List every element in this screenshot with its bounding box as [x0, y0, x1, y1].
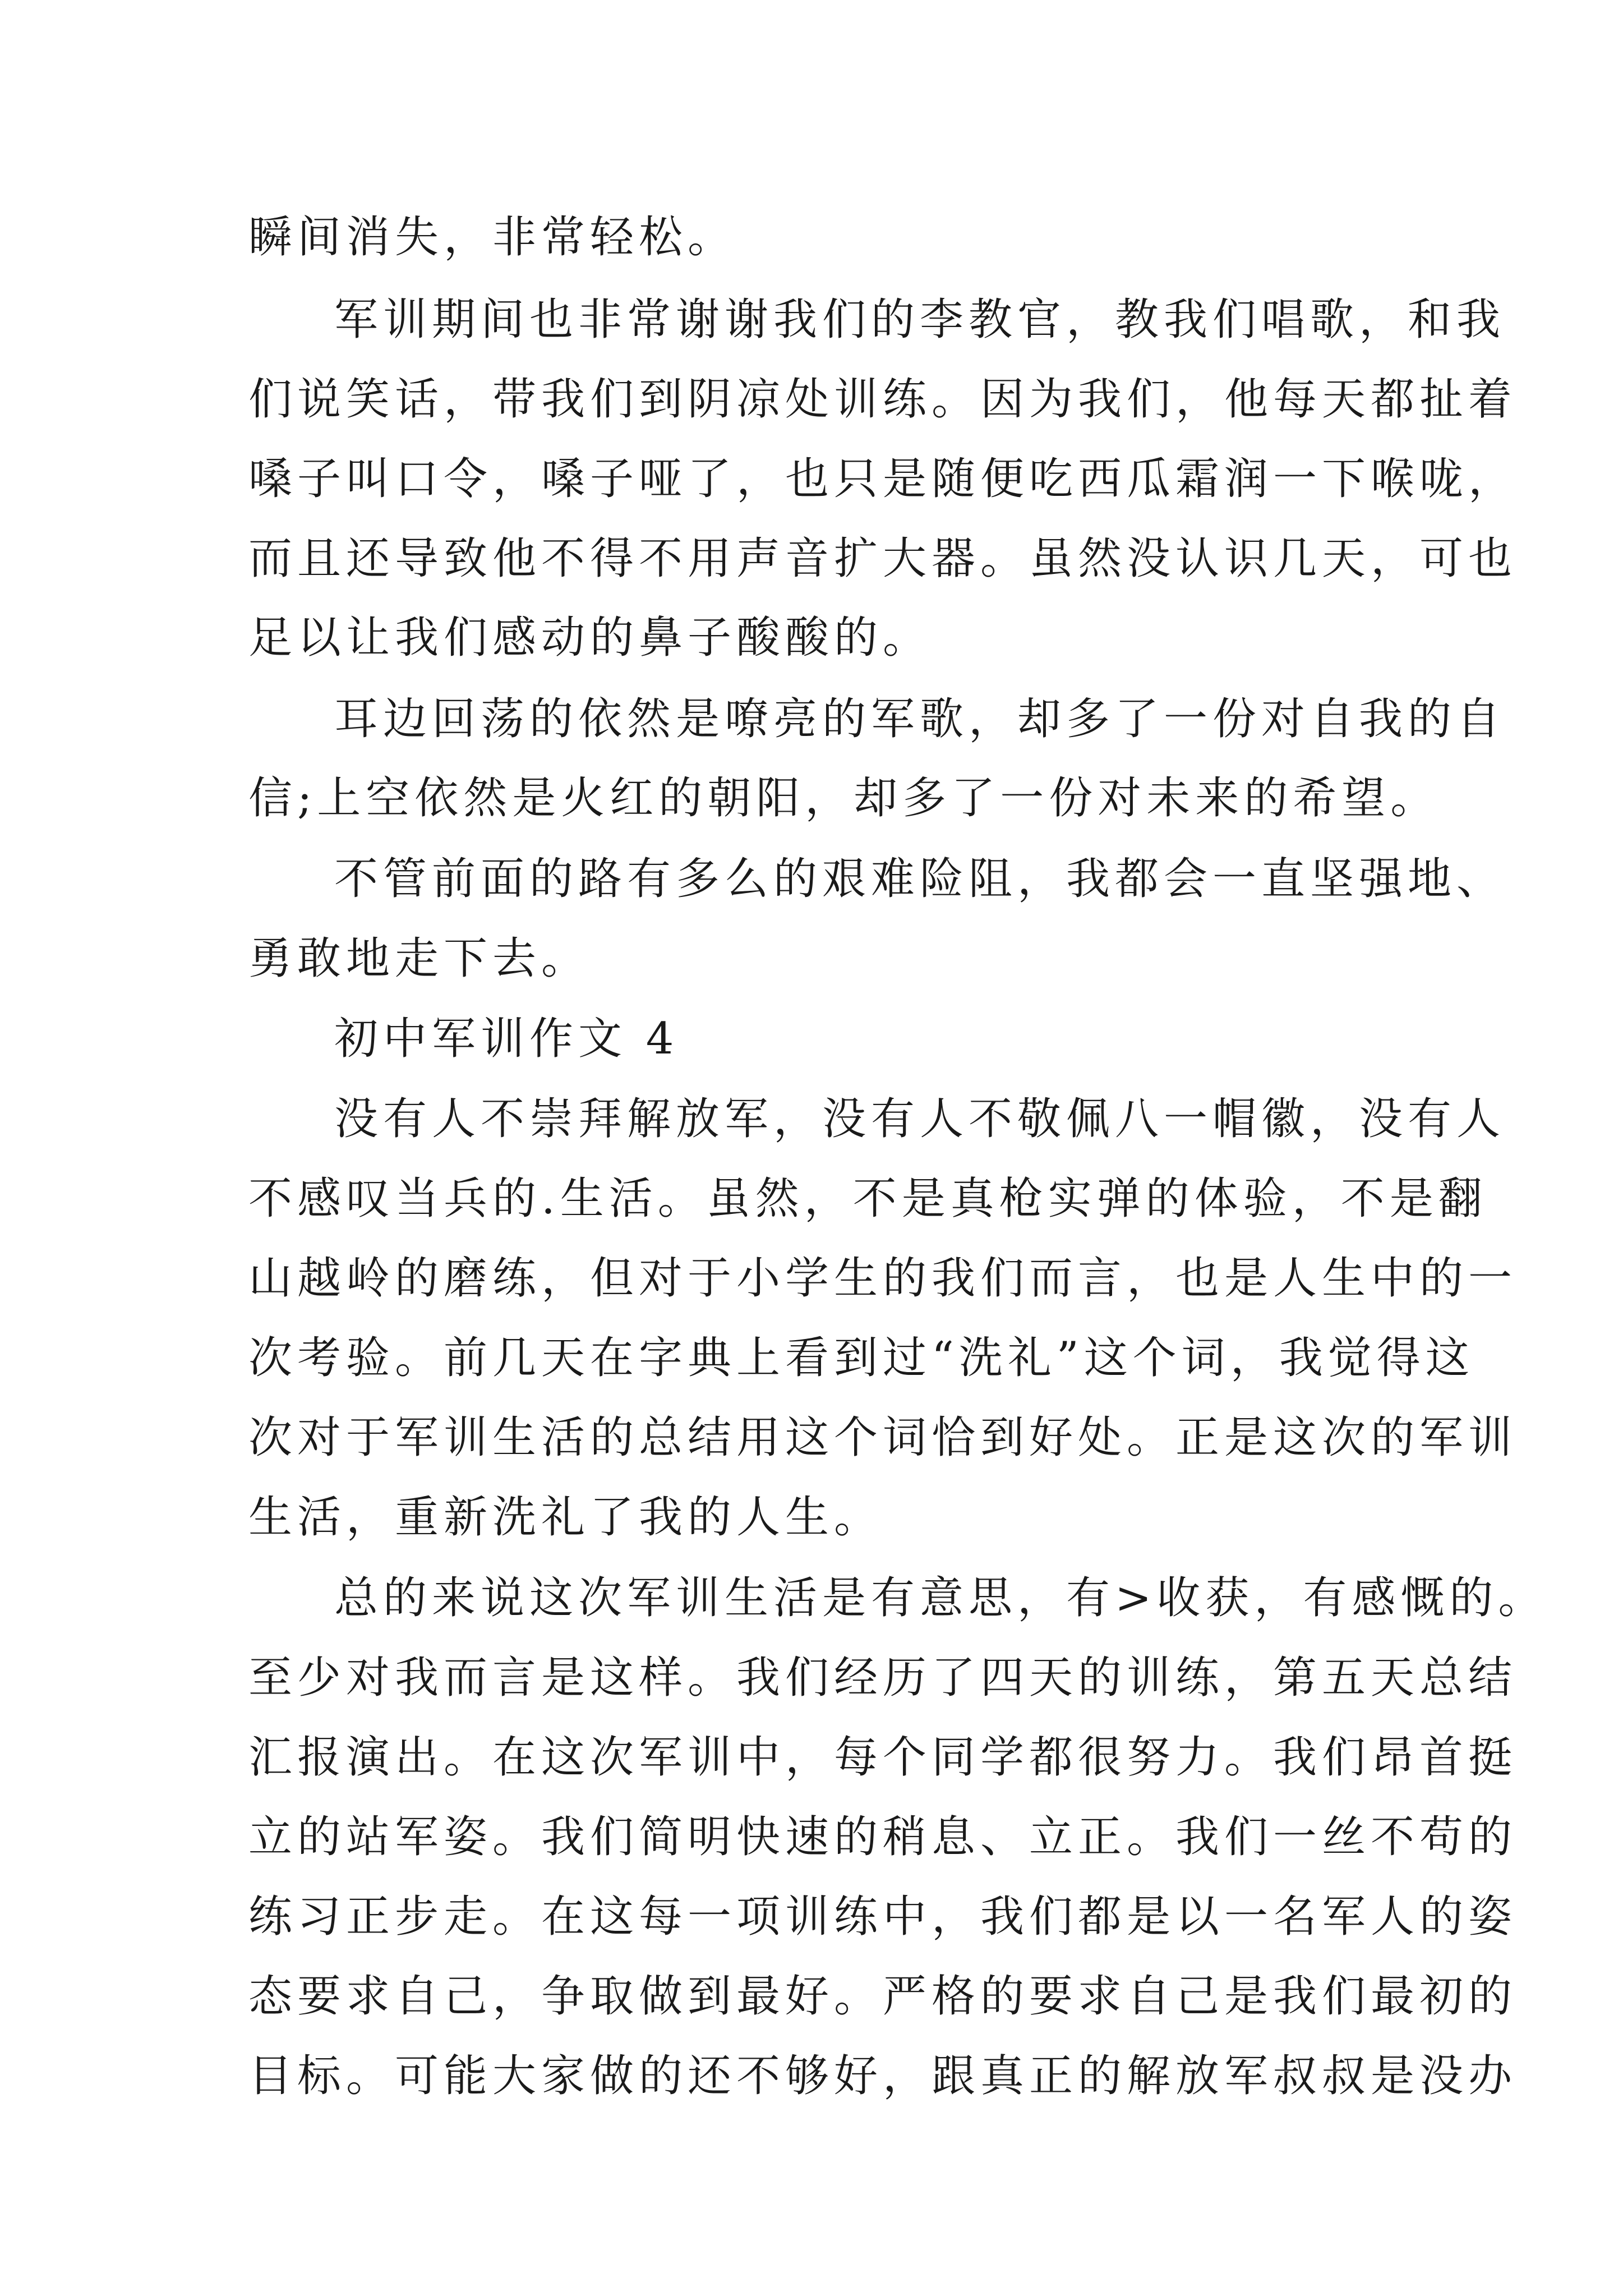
- text-line: 而且还导致他不得不用声音扩大器。虽然没认识几天，可也: [248, 533, 1518, 584]
- text-line: 山越岭的磨练，但对于小学生的我们而言，也是人生中的一: [248, 1253, 1518, 1304]
- paragraph-start-line: 没有人不崇拜解放军，没有人不敬佩八一帽徽，没有人: [334, 1094, 1506, 1144]
- text-line: 立的站军姿。我们简明快速的稍息、立正。我们一丝不苟的: [248, 1812, 1518, 1862]
- text-line: 生活，重新洗礼了我的人生。: [248, 1492, 883, 1543]
- paragraph-start-line: 耳边回荡的依然是嘹亮的军歌，却多了一份对自我的自: [334, 694, 1506, 744]
- text-line: 嗓子叫口令，嗓子哑了，也只是随便吃西瓜霜润一下喉咙，: [248, 454, 1518, 504]
- text-line: 汇报演出。在这次军训中，每个同学都很努力。我们昂首挺: [248, 1732, 1518, 1783]
- text-line: 瞬间消失，非常轻松。: [248, 212, 737, 263]
- paragraph-start-line: 总的来说这次军训生活是有意思，有>收获，有感慨的。: [334, 1573, 1547, 1623]
- text-line: 态要求自己，争取做到最好。严格的要求自己是我们最初的: [248, 1971, 1518, 2022]
- text-line: 勇敢地走下去。: [248, 933, 591, 984]
- text-line: 次考验。前几天在字典上看到过“洗礼”这个词，我觉得这: [248, 1333, 1474, 1383]
- text-line: 足以让我们感动的鼻子酸酸的。: [248, 613, 932, 663]
- paragraph-start-line: 不管前面的路有多么的艰难险阻，我都会一直坚强地、: [334, 854, 1506, 904]
- text-line: 至少对我而言是这样。我们经历了四天的训练，第五天总结: [248, 1653, 1518, 1703]
- text-line: 次对于军训生活的总结用这个词恰到好处。正是这次的军训: [248, 1412, 1518, 1463]
- text-line: 不感叹当兵的.生活。虽然，不是真枪实弹的体验，不是翻: [248, 1174, 1487, 1224]
- text-line: 目标。可能大家做的还不够好，跟真正的解放军叔叔是没办: [248, 2051, 1518, 2101]
- text-line: 练习正步走。在这每一项训练中，我们都是以一名军人的姿: [248, 1892, 1518, 1942]
- text-line: 信;上空依然是火红的朝阳，却多了一份对未来的希望。: [248, 773, 1440, 823]
- section-heading: 初中军训作文 4: [334, 1014, 679, 1064]
- paragraph-start-line: 军训期间也非常谢谢我们的李教官，教我们唱歌，和我: [334, 295, 1506, 345]
- text-line: 们说笑话，带我们到阴凉处训练。因为我们，他每天都扯着: [248, 374, 1518, 425]
